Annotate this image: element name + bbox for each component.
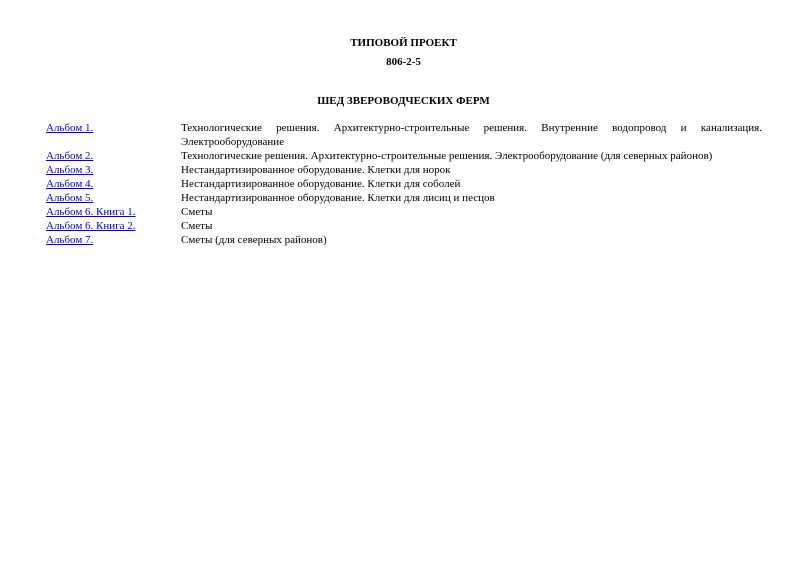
album-row-6-book-1 [46, 205, 762, 219]
album-row-2 [46, 149, 762, 163]
album-7-link[interactable]: Альбом 7. [46, 234, 94, 246]
album-6-book-1-description: Сметы [181, 206, 213, 218]
album-row-5 [46, 191, 762, 205]
album-row-7 [46, 233, 762, 247]
album-1-description: Технологические решения. Архитектурно-строительные решения. Внутренние водопровод и канализация. Электрооборудование [181, 122, 762, 148]
album-3-link[interactable]: Альбом 3. [46, 164, 94, 176]
project-number-heading: 806-2-5 [386, 56, 421, 68]
album-list [46, 121, 762, 247]
album-row-4 [46, 177, 762, 191]
album-6-book-2-description: Сметы [181, 220, 213, 232]
album-6-book-2-link[interactable]: Альбом 6. Книга 2. [46, 220, 136, 232]
album-2-link[interactable]: Альбом 2. [46, 150, 94, 162]
project-title-heading: ШЕД ЗВЕРОВОДЧЕСКИХ ФЕРМ [317, 95, 490, 107]
album-3-description: Нестандартизированное оборудование. Клетки для норок [181, 164, 451, 176]
project-type-heading: ТИПОВОЙ ПРОЕКТ [350, 37, 457, 49]
album-1-link[interactable]: Альбом 1. [46, 122, 94, 134]
album-5-link[interactable]: Альбом 5. [46, 192, 94, 204]
album-6-book-1-link[interactable]: Альбом 6. Книга 1. [46, 206, 136, 218]
album-7-description: Сметы (для северных районов) [181, 234, 327, 246]
album-row-1 [46, 121, 762, 149]
album-row-6-book-2 [46, 219, 762, 233]
album-row-3 [46, 163, 762, 177]
album-5-description: Нестандартизированное оборудование. Клетки для лисиц и песцов [181, 192, 495, 204]
album-4-description: Нестандартизированное оборудование. Клетки для соболей [181, 178, 461, 190]
album-4-link[interactable]: Альбом 4. [46, 178, 94, 190]
album-2-description: Технологические решения. Архитектурно-строительные решения. Электрооборудование (для северных районов) [181, 150, 713, 162]
